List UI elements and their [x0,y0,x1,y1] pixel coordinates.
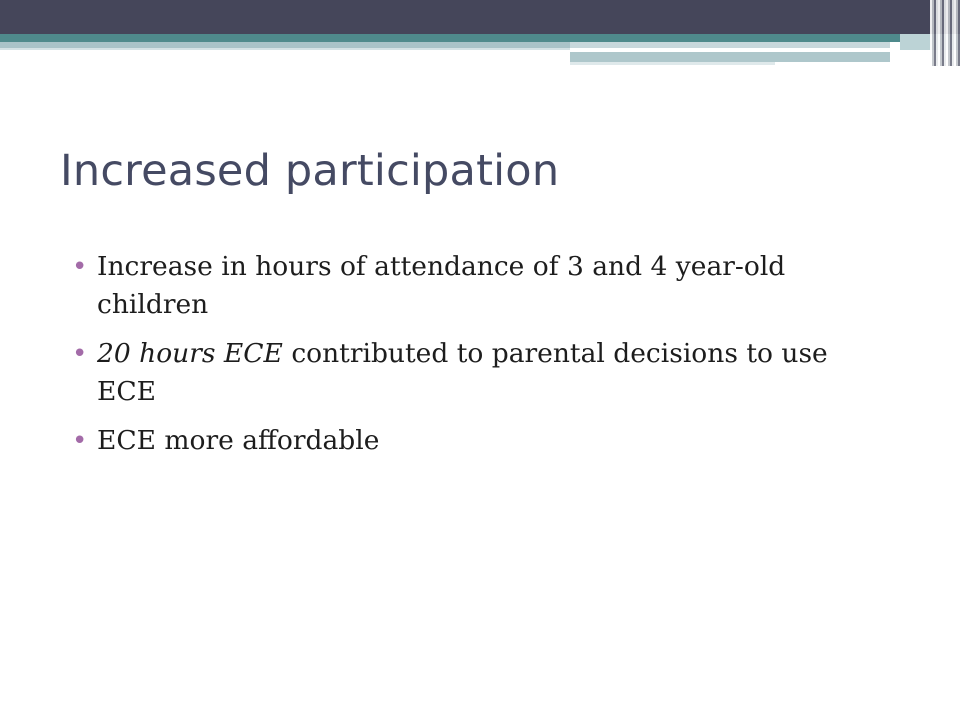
slide-title: Increased participation [60,146,560,196]
bullet-dot-icon: • [72,426,88,456]
bullet-dot-icon: • [72,339,88,369]
header-band-line [570,62,775,65]
header-edge-stripes [930,0,960,66]
bullet-item [72,248,882,324]
bullet-item [72,335,882,411]
bullet-item [72,422,882,460]
header-band-light-thin [0,48,570,50]
bullet-list [72,248,882,471]
header-band-teal [0,34,960,42]
bullet-text: Increase in hours of attendance of 3 and 4 year-old children [97,251,786,320]
bullet-text: ECE more affordable [97,425,380,456]
bullet-dot-icon: • [72,252,88,282]
header-band-light-lower [570,52,890,62]
bullet-emphasis: 20 hours ECE [97,338,283,369]
header-band-line-white [775,62,890,65]
header-band-dark [0,0,960,34]
bullet-text: contributed to parental decisions to use ECE [97,338,828,407]
